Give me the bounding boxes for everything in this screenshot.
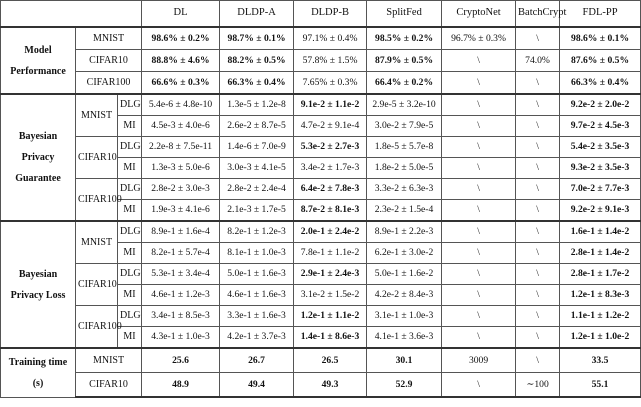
value-cell: 8.1e-1 ± 1.0e-3 — [220, 243, 294, 264]
value-cell: \ — [516, 200, 560, 222]
value-cell: \ — [442, 200, 516, 222]
value-cell: \ — [442, 221, 516, 243]
value-cell: \ — [516, 348, 560, 373]
value-cell: 4.5e-3 ± 4.0e-6 — [142, 116, 220, 137]
value-cell: 66.3% ± 0.4% — [220, 72, 294, 95]
value-cell: \ — [442, 116, 516, 137]
value-cell: 5.4e-6 ± 4.8e-10 — [142, 94, 220, 116]
value-cell: 7.65% ± 0.3% — [294, 72, 367, 95]
table-row — [1, 264, 641, 285]
attack-label: MI — [118, 243, 142, 264]
value-cell: 5.3e-1 ± 3.4e-4 — [142, 264, 220, 285]
attack-label: MI — [118, 200, 142, 222]
value-cell: \ — [442, 179, 516, 200]
value-cell: \ — [442, 285, 516, 306]
dataset-label: MNIST — [76, 348, 142, 373]
value-cell: 8.9e-1 ± 1.6e-4 — [142, 221, 220, 243]
dataset-label: MNIST — [76, 94, 118, 137]
value-cell: 98.5% ± 0.2% — [367, 27, 442, 50]
value-cell: 1.2e-1 ± 1.1e-2 — [294, 306, 367, 327]
table-row — [1, 50, 641, 72]
value-cell: 2.9e-5 ± 3.2e-10 — [367, 94, 442, 116]
dataset-label: CIFAR100 — [76, 306, 118, 349]
col-header-dl: DL — [142, 1, 220, 28]
attack-label: DLG — [118, 306, 142, 327]
value-cell: 5.0e-1 ± 1.6e-2 — [367, 264, 442, 285]
attack-label: DLG — [118, 264, 142, 285]
value-cell: 7.0e-2 ± 7.7e-3 — [560, 179, 641, 200]
value-cell: 1.9e-3 ± 4.1e-6 — [142, 200, 220, 222]
section-label-model-performance: Model Performance — [1, 27, 76, 94]
value-cell: \ — [442, 373, 516, 398]
value-cell: 3.4e-2 ± 1.7e-3 — [294, 158, 367, 179]
value-cell: 8.9e-1 ± 2.2e-3 — [367, 221, 442, 243]
value-cell: \ — [516, 264, 560, 285]
value-cell: 2.8e-2 ± 2.4e-4 — [220, 179, 294, 200]
value-cell: 5.0e-1 ± 1.6e-3 — [220, 264, 294, 285]
table-row — [1, 72, 641, 95]
value-cell: 4.3e-1 ± 1.0e-3 — [142, 327, 220, 349]
value-cell: 8.2e-1 ± 5.7e-4 — [142, 243, 220, 264]
value-cell: \ — [516, 306, 560, 327]
col-header-dldp-a: DLDP-A — [220, 1, 294, 28]
table-row — [1, 27, 641, 50]
value-cell: 3.4e-1 ± 8.5e-3 — [142, 306, 220, 327]
attack-label: MI — [118, 158, 142, 179]
value-cell: 4.6e-1 ± 1.6e-3 — [220, 285, 294, 306]
value-cell: ∼100 — [516, 373, 560, 398]
value-cell: 33.5 — [560, 348, 641, 373]
attack-label: DLG — [118, 94, 142, 116]
value-cell: 3.0e-3 ± 4.1e-5 — [220, 158, 294, 179]
value-cell: 3.3e-1 ± 1.6e-3 — [220, 306, 294, 327]
value-cell: 9.3e-2 ± 3.5e-3 — [560, 158, 641, 179]
dataset-label: MNIST — [76, 221, 118, 264]
value-cell: 57.8% ± 1.5% — [294, 50, 367, 72]
value-cell: \ — [516, 179, 560, 200]
header-corner — [1, 1, 142, 28]
value-cell: 55.1 — [560, 373, 641, 398]
value-cell: \ — [442, 306, 516, 327]
value-cell: 2.6e-2 ± 8.7e-5 — [220, 116, 294, 137]
value-cell: 8.7e-2 ± 8.1e-3 — [294, 200, 367, 222]
value-cell: 3.0e-2 ± 7.9e-5 — [367, 116, 442, 137]
value-cell: 1.3e-3 ± 5.0e-6 — [142, 158, 220, 179]
dataset-label: CIFAR100 — [76, 72, 142, 95]
value-cell: 2.8e-1 ± 1.4e-2 — [560, 243, 641, 264]
value-cell: 74.0% — [516, 50, 560, 72]
value-cell: 87.6% ± 0.5% — [560, 50, 641, 72]
value-cell: 1.6e-1 ± 1.4e-2 — [560, 221, 641, 243]
attack-label: MI — [118, 327, 142, 349]
value-cell: \ — [442, 243, 516, 264]
attack-label: MI — [118, 116, 142, 137]
value-cell: \ — [442, 327, 516, 349]
value-cell: 1.8e-5 ± 5.7e-8 — [367, 137, 442, 158]
value-cell: 2.8e-2 ± 3.0e-3 — [142, 179, 220, 200]
dataset-label: CIFAR100 — [76, 179, 118, 222]
value-cell: 5.3e-2 ± 2.7e-3 — [294, 137, 367, 158]
value-cell: \ — [516, 116, 560, 137]
attack-label: DLG — [118, 221, 142, 243]
value-cell: 3.1e-2 ± 1.5e-2 — [294, 285, 367, 306]
value-cell: 1.4e-1 ± 8.6e-3 — [294, 327, 367, 349]
value-cell: 4.2e-2 ± 8.4e-3 — [367, 285, 442, 306]
section-label-training-time: Training time (s) — [1, 348, 76, 397]
value-cell: 9.2e-2 ± 2.0e-2 — [560, 94, 641, 116]
value-cell: 98.7% ± 0.1% — [220, 27, 294, 50]
col-header-splitfed: SplitFed — [367, 1, 442, 28]
value-cell: \ — [442, 264, 516, 285]
value-cell: 7.8e-1 ± 1.1e-2 — [294, 243, 367, 264]
value-cell: 3.1e-1 ± 1.0e-3 — [367, 306, 442, 327]
value-cell: \ — [516, 72, 560, 95]
value-cell: \ — [516, 327, 560, 349]
value-cell: 2.8e-1 ± 1.7e-2 — [560, 264, 641, 285]
section-label-privacy-loss: Bayesian Privacy Loss — [1, 221, 76, 348]
value-cell: 4.1e-1 ± 3.6e-3 — [367, 327, 442, 349]
value-cell: 4.2e-1 ± 3.7e-3 — [220, 327, 294, 349]
dataset-label: CIFAR10 — [76, 264, 118, 306]
value-cell: 96.7% ± 0.3% — [442, 27, 516, 50]
col-header-batchcrypt: BatchCrypt — [516, 1, 560, 28]
table-row — [1, 348, 641, 373]
value-cell: \ — [442, 158, 516, 179]
value-cell: \ — [516, 243, 560, 264]
attack-label: MI — [118, 285, 142, 306]
value-cell: 1.1e-1 ± 1.2e-2 — [560, 306, 641, 327]
value-cell: \ — [516, 221, 560, 243]
dataset-label: MNIST — [76, 27, 142, 50]
value-cell: 25.6 — [142, 348, 220, 373]
value-cell: 9.7e-2 ± 4.5e-3 — [560, 116, 641, 137]
value-cell: 49.3 — [294, 373, 367, 398]
value-cell: 1.3e-5 ± 1.2e-8 — [220, 94, 294, 116]
table-row — [1, 179, 641, 200]
value-cell: 26.7 — [220, 348, 294, 373]
value-cell: 2.0e-1 ± 2.4e-2 — [294, 221, 367, 243]
header-row — [1, 1, 641, 28]
col-header-cryptonet: CryptoNet — [442, 1, 516, 28]
value-cell: 87.9% ± 0.5% — [367, 50, 442, 72]
table-row — [1, 306, 641, 327]
attack-label: DLG — [118, 137, 142, 158]
value-cell: 1.4e-6 ± 7.0e-9 — [220, 137, 294, 158]
dataset-label: CIFAR10 — [76, 50, 142, 72]
value-cell: 3.3e-2 ± 6.3e-3 — [367, 179, 442, 200]
value-cell: 48.9 — [142, 373, 220, 398]
value-cell: \ — [516, 94, 560, 116]
value-cell: 2.3e-2 ± 1.5e-4 — [367, 200, 442, 222]
attack-label: DLG — [118, 179, 142, 200]
value-cell: 30.1 — [367, 348, 442, 373]
value-cell: 52.9 — [367, 373, 442, 398]
value-cell: \ — [516, 27, 560, 50]
value-cell: 4.7e-2 ± 9.1e-4 — [294, 116, 367, 137]
table-row — [1, 221, 641, 243]
value-cell: \ — [442, 72, 516, 95]
value-cell: 66.3% ± 0.4% — [560, 72, 641, 95]
col-header-dldp-b: DLDP-B — [294, 1, 367, 28]
value-cell: 9.1e-2 ± 1.1e-2 — [294, 94, 367, 116]
value-cell: 26.5 — [294, 348, 367, 373]
dataset-label: CIFAR10 — [76, 137, 118, 179]
value-cell: 97.1% ± 0.4% — [294, 27, 367, 50]
value-cell: 8.2e-1 ± 1.2e-3 — [220, 221, 294, 243]
value-cell: 3009 — [442, 348, 516, 373]
value-cell: 4.6e-1 ± 1.2e-3 — [142, 285, 220, 306]
value-cell: \ — [442, 137, 516, 158]
value-cell: 2.2e-8 ± 7.5e-11 — [142, 137, 220, 158]
value-cell: 1.2e-1 ± 8.3e-3 — [560, 285, 641, 306]
value-cell: \ — [516, 137, 560, 158]
value-cell: 88.2% ± 0.5% — [220, 50, 294, 72]
col-header-fdl-pp: FDL-PP — [560, 1, 641, 28]
table-row — [1, 137, 641, 158]
value-cell: 5.4e-2 ± 3.5e-3 — [560, 137, 641, 158]
value-cell: \ — [516, 158, 560, 179]
value-cell: 88.8% ± 4.6% — [142, 50, 220, 72]
value-cell: 49.4 — [220, 373, 294, 398]
value-cell: \ — [442, 94, 516, 116]
section-label-privacy-guarantee: Bayesian Privacy Guarantee — [1, 94, 76, 221]
value-cell: 1.2e-1 ± 1.0e-2 — [560, 327, 641, 349]
value-cell: 66.4% ± 0.2% — [367, 72, 442, 95]
table-row — [1, 373, 641, 398]
value-cell: \ — [516, 285, 560, 306]
value-cell: \ — [442, 50, 516, 72]
value-cell: 98.6% ± 0.2% — [142, 27, 220, 50]
value-cell: 98.6% ± 0.1% — [560, 27, 641, 50]
value-cell: 2.9e-1 ± 2.4e-3 — [294, 264, 367, 285]
value-cell: 6.2e-1 ± 3.0e-2 — [367, 243, 442, 264]
value-cell: 6.4e-2 ± 7.8e-3 — [294, 179, 367, 200]
dataset-label: CIFAR10 — [76, 373, 142, 398]
value-cell: 66.6% ± 0.3% — [142, 72, 220, 95]
value-cell: 2.1e-3 ± 1.7e-5 — [220, 200, 294, 222]
value-cell: 9.2e-2 ± 9.1e-3 — [560, 200, 641, 222]
value-cell: 1.8e-2 ± 5.0e-5 — [367, 158, 442, 179]
table-row — [1, 94, 641, 116]
